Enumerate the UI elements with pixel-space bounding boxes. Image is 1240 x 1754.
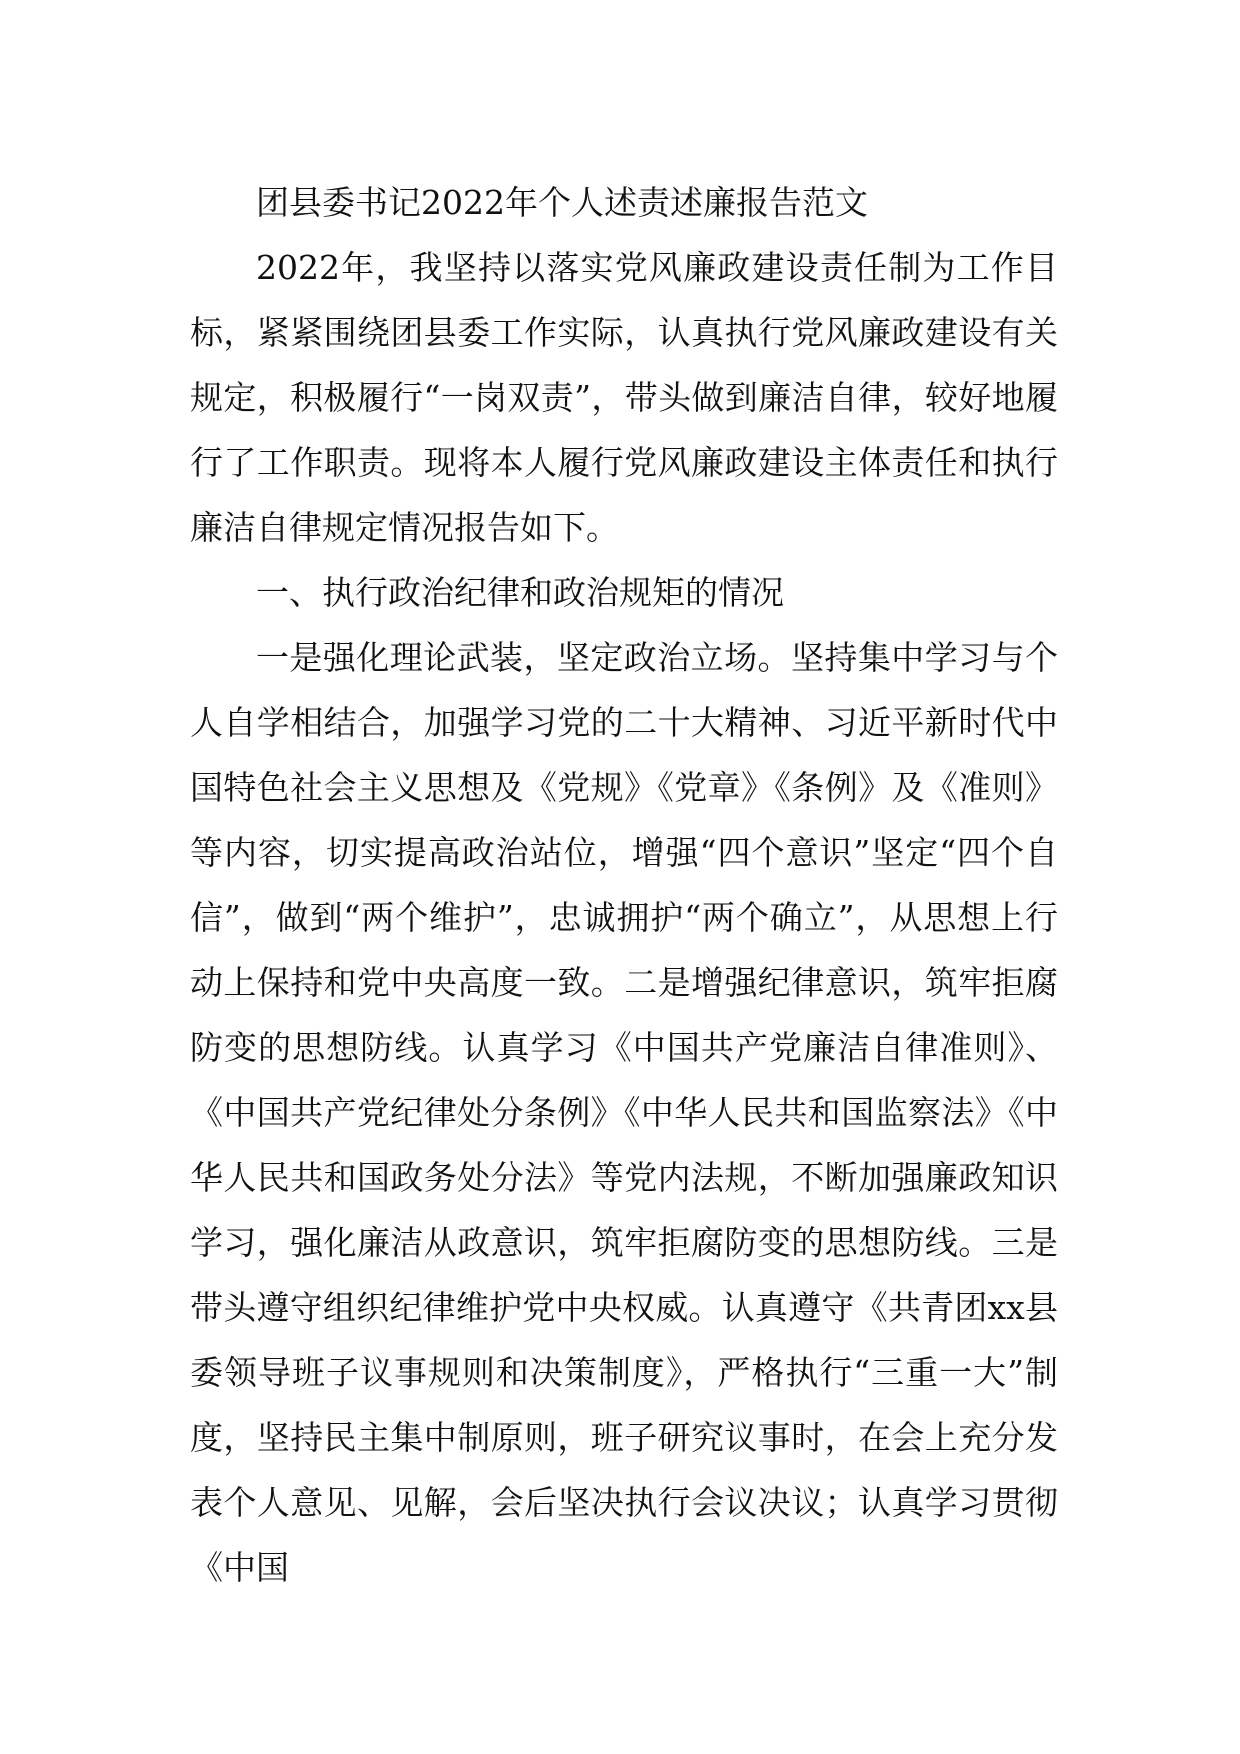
intro-paragraph: 2022年，我坚持以落实党风廉政建设责任制为工作目标，紧紧围绕团县委工作实际，认真执行党风廉政建设有关规定，积极履行“一岗双责”，带头做到廉洁自律，较好地履行了工作职责。现将本人履行党风廉政建设主体责任和执行廉洁自律规定情况报告如下。 xyxy=(190,248,1058,547)
document-title: 团县委书记2022年个人述责述廉报告范文 xyxy=(256,183,868,222)
section-body-paragraph: 一是强化理论武装，坚定政治立场。坚持集中学习与个人自学相结合，加强学习党的二十大精神、习近平新时代中国特色社会主义思想及《党规》《党章》《条例》及《准则》等内容，切实提高政治站位，增强“四个意识”坚定“四个自信”，做到“两个维护”，忠诚拥护“两个确立”，从思想上行动上保持和党中央高度一致。二是增强纪律意识，筑牢拒腐防变的思想防线。认真学习《中国共产党廉洁自律准则》、《中国共产党纪律处分条例》《中华人民共和国监察法》《中华人民共和国政务处分法》等党内法规，不断加强廉政知识学习，强化廉洁从政意识，筑牢拒腐防变的思想防线。三是带头遵守组织纪律维护党中央权威。认真遵守《共青团xx县委领导班子议事规则和决策制度》，严格执行“三重一大”制度，坚持民主集中制原则，班子研究议事时，在会上充分发表个人意见、见解，会后坚决执行会议决议；认真学习贯彻《中国 xyxy=(190,638,1058,1587)
section-heading: 一、执行政治纪律和政治规矩的情况 xyxy=(256,573,784,612)
document-page xyxy=(190,170,1058,1600)
